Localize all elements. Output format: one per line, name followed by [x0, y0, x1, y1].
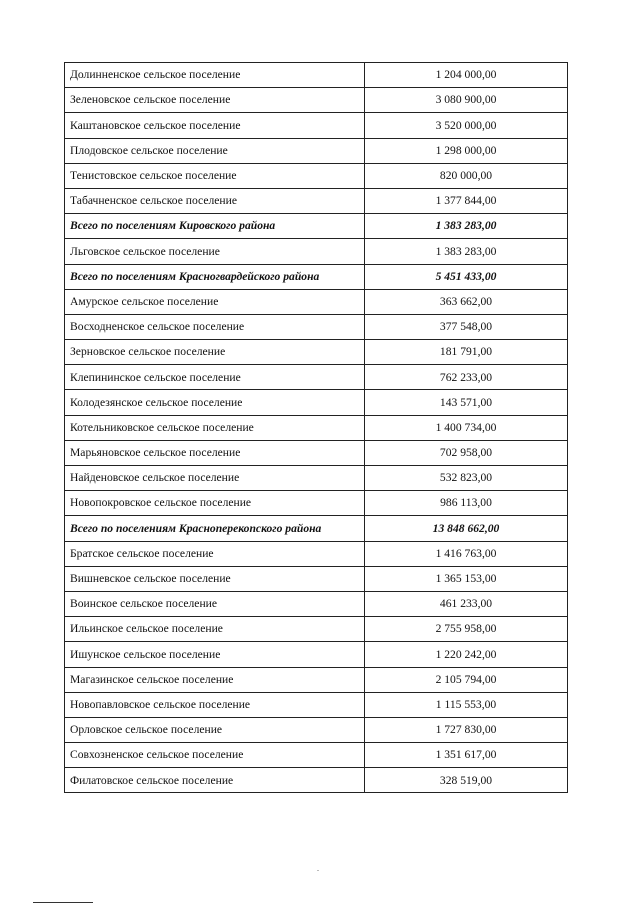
amount-value: 1 383 283,00	[365, 214, 568, 239]
settlement-name: Филатовское сельское поселение	[65, 768, 365, 793]
amount-value: 1 383 283,00	[365, 239, 568, 264]
amount-value: 1 298 000,00	[365, 138, 568, 163]
table-row	[65, 314, 568, 339]
settlement-name: Льговское сельское поселение	[65, 239, 365, 264]
amount-value: 363 662,00	[365, 289, 568, 314]
table-row	[65, 667, 568, 692]
amount-value: 986 113,00	[365, 491, 568, 516]
table-row	[65, 566, 568, 591]
amount-value: 532 823,00	[365, 466, 568, 491]
footnote-line	[33, 902, 93, 903]
settlement-name: Колодезянское сельское поселение	[65, 390, 365, 415]
table-row	[65, 340, 568, 365]
table-row	[65, 440, 568, 465]
total-row	[65, 264, 568, 289]
table-row	[65, 113, 568, 138]
total-row	[65, 214, 568, 239]
table-row	[65, 163, 568, 188]
amount-value: 143 571,00	[365, 390, 568, 415]
table-row	[65, 743, 568, 768]
table-row	[65, 541, 568, 566]
amount-value: 461 233,00	[365, 591, 568, 616]
table-row	[65, 138, 568, 163]
table-row	[65, 491, 568, 516]
settlement-name: Новопокровское сельское поселение	[65, 491, 365, 516]
settlement-name: Восходненское сельское поселение	[65, 314, 365, 339]
amount-value: 1 220 242,00	[365, 642, 568, 667]
amount-value: 3 520 000,00	[365, 113, 568, 138]
settlement-name: Новопавловское сельское поселение	[65, 692, 365, 717]
amount-value: 1 377 844,00	[365, 188, 568, 213]
settlement-name: Вишневское сельское поселение	[65, 566, 365, 591]
table-row	[65, 390, 568, 415]
table-row	[65, 466, 568, 491]
amount-value: 1 115 553,00	[365, 692, 568, 717]
settlement-name: Орловское сельское поселение	[65, 717, 365, 742]
amount-value: 1 727 830,00	[365, 717, 568, 742]
amount-value: 328 519,00	[365, 768, 568, 793]
table-row	[65, 88, 568, 113]
table-row	[65, 642, 568, 667]
amount-value: 1 351 617,00	[365, 743, 568, 768]
settlement-name: Клепининское сельское поселение	[65, 365, 365, 390]
settlement-name: Тенистовское сельское поселение	[65, 163, 365, 188]
table-row	[65, 289, 568, 314]
table-row	[65, 365, 568, 390]
table-row	[65, 239, 568, 264]
table-row	[65, 591, 568, 616]
total-row	[65, 516, 568, 541]
amount-value: 2 105 794,00	[365, 667, 568, 692]
settlement-name: Каштановское сельское поселение	[65, 113, 365, 138]
table-row	[65, 692, 568, 717]
settlement-name: Совхозненское сельское поселение	[65, 743, 365, 768]
table-row	[65, 415, 568, 440]
amount-value: 2 755 958,00	[365, 617, 568, 642]
amount-value: 762 233,00	[365, 365, 568, 390]
settlements-table	[64, 62, 568, 793]
table-body	[65, 63, 568, 793]
settlement-name: Ишунское сельское поселение	[65, 642, 365, 667]
settlement-name: Зерновское сельское поселение	[65, 340, 365, 365]
table-row	[65, 63, 568, 88]
table-row	[65, 617, 568, 642]
settlement-name: Зеленовское сельское поселение	[65, 88, 365, 113]
table-row	[65, 188, 568, 213]
settlement-name: Братское сельское поселение	[65, 541, 365, 566]
amount-value: 3 080 900,00	[365, 88, 568, 113]
amount-value: 1 365 153,00	[365, 566, 568, 591]
settlement-name: Амурское сельское поселение	[65, 289, 365, 314]
amount-value: 181 791,00	[365, 340, 568, 365]
amount-value: 1 416 763,00	[365, 541, 568, 566]
settlement-name: Найденовское сельское поселение	[65, 466, 365, 491]
settlement-name: Всего по поселениям Кировского района	[65, 214, 365, 239]
amount-value: 1 400 734,00	[365, 415, 568, 440]
amount-value: 13 848 662,00	[365, 516, 568, 541]
scan-dot	[317, 870, 319, 871]
table-row	[65, 717, 568, 742]
settlement-name: Табачненское сельское поселение	[65, 188, 365, 213]
settlement-name: Всего по поселениям Красногвардейского района	[65, 264, 365, 289]
amount-value: 702 958,00	[365, 440, 568, 465]
settlement-name: Котельниковское сельское поселение	[65, 415, 365, 440]
amount-value: 1 204 000,00	[365, 63, 568, 88]
amount-value: 377 548,00	[365, 314, 568, 339]
settlement-name: Воинское сельское поселение	[65, 591, 365, 616]
amount-value: 820 000,00	[365, 163, 568, 188]
settlement-name: Долинненское сельское поселение	[65, 63, 365, 88]
settlement-name: Марьяновское сельское поселение	[65, 440, 365, 465]
amount-value: 5 451 433,00	[365, 264, 568, 289]
settlement-name: Плодовское сельское поселение	[65, 138, 365, 163]
settlement-name: Магазинское сельское поселение	[65, 667, 365, 692]
settlement-name: Ильинское сельское поселение	[65, 617, 365, 642]
settlement-name: Всего по поселениям Красноперекопского района	[65, 516, 365, 541]
table-row	[65, 768, 568, 793]
